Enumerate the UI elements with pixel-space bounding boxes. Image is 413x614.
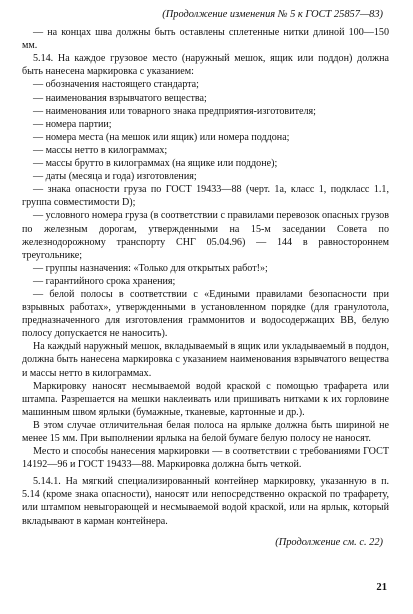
page-header: (Продолжение изменения № 5 к ГОСТ 25857—83) <box>162 9 383 20</box>
list-item: — номера партии; <box>33 118 112 130</box>
paragraph: Маркировку наносят несмываемой водой краской с помощью трафарета или штампа. Разрешается на мешки наклеивать или пришивать нитками к их горловине машинным швом ярлыки (бумажные, тканевые, картонные и др.). <box>22 380 389 418</box>
list-item: — белой полосы в соответствии с «Едиными правилами безопасности при взрывных работах», утвержденными в установленном порядке (для гранулотола, предназначенного для изготовления граммонитов и водосодержащих ВВ, белую полосу допускается не наносить). <box>22 288 389 340</box>
list-item: — массы нетто в килограммах; <box>33 144 168 156</box>
paragraph: 5.14. На каждое грузовое место (наружный мешок, ящик или поддон) должна быть нанесена маркировка с указанием: <box>22 53 389 78</box>
continuation-note: (Продолжение см. с. 22) <box>275 536 383 548</box>
list-item: — гарантийного срока хранения; <box>33 275 176 287</box>
list-item: — даты (месяца и года) изготовления; <box>33 171 197 183</box>
list-item: — номера места (на мешок или ящик) или номера поддона; <box>33 131 290 143</box>
paragraph: В этом случае отличительная белая полоса на ярлыке должна быть шириной не менее 15 мм. При выполнении ярлыка на белой бумаге белую полосу не наносят. <box>22 419 389 444</box>
list-item: — наименования взрывчатого вещества; <box>33 92 207 104</box>
paragraph: Место и способы нанесения маркировки — в соответствии с требованиями ГОСТ 14192—96 и ГОСТ 19433—88. Маркировка должна быть четкой. <box>22 446 389 471</box>
list-item: — массы брутто в килограммах (на ящике или поддоне); <box>33 158 278 170</box>
body-text <box>22 26 389 528</box>
list-item: — наименования или товарного знака предприятия-изготовителя; <box>33 105 316 117</box>
list-item: — знака опасности груза по ГОСТ 19433—88 (черт. 1а, класс 1, подкласс 1.1, группа совместимости D); <box>22 184 389 209</box>
paragraph: 5.14.1. На мягкий специализированный контейнер маркировку, указанную в п. 5.14 (кроме знака опасности), наносят или непосредственно окраской по трафарету, или штампом невыгорающей и несмываемой водой краской, или на ярлык, который вкладывают в карман контейнера. <box>22 476 389 527</box>
paragraph: — на концах шва должны быть оставлены сплетенные нитки длиной 100—150 мм. <box>22 27 389 52</box>
list-item: — условного номера груза (в соответствии с правилами перевозок опасных грузов по железным дорогам, утвержденными на 15-м заседании Совета по железнодорожному транспорту СНГ 05.04.96) — 144 в равностороннем треугольнике; <box>22 210 389 261</box>
paragraph: На каждый наружный мешок, вкладываемый в ящик или укладываемый в поддон, должна быть нанесена маркировка с указанием наименования взрывчатого вещества и массы нетто в килограммах. <box>22 341 389 379</box>
list-item: — группы назначения: «Только для открытых работ!»; <box>33 262 268 274</box>
list-item: — обозначения настоящего стандарта; <box>33 79 199 91</box>
page-number: 21 <box>376 581 387 593</box>
